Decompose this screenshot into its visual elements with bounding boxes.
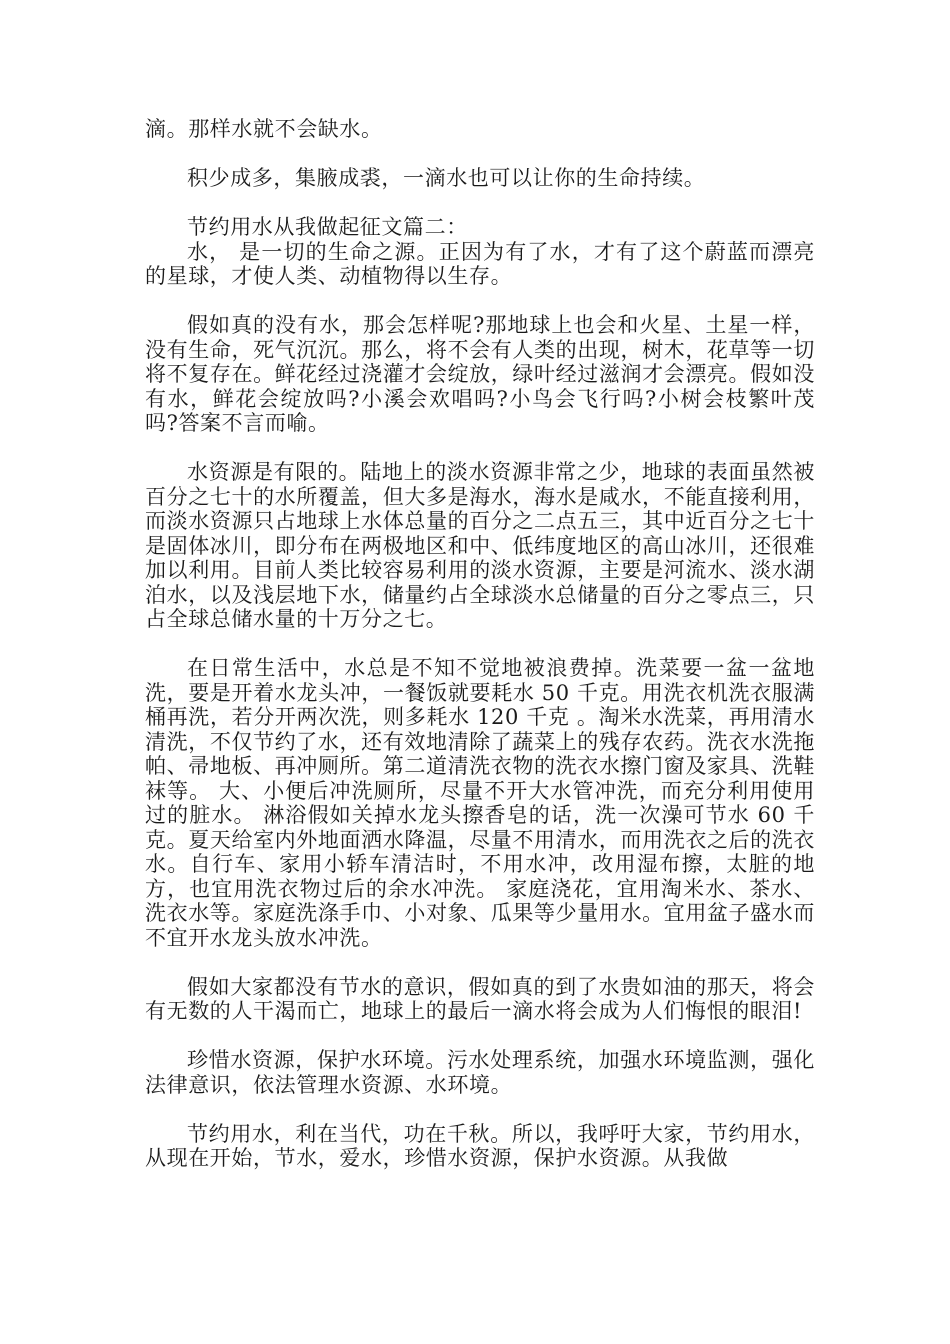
- paragraph: 假如大家都没有节水的意识，假如真的到了水贵如油的那天，将会有无数的人干渴而亡，地球上的最后一滴水将会成为人们悔恨的眼泪!: [145, 974, 815, 1023]
- paragraph: 假如真的没有水，那会怎样呢?那地球上也会和火星、土星一样，没有生命，死气沉沉。那么，将不会有人类的出现，树木，花草等一切将不复存在。鲜花经过浇灌才会绽放，绿叶经过滋润才会漂亮。假如没有水，鲜花会绽放吗?小溪会欢唱吗?小鸟会飞行吗?小树会枝繁叶茂吗?答案不言而喻。: [145, 313, 815, 435]
- paragraph: 节约用水，利在当代，功在千秋。所以，我呼吁大家，节约用水，从现在开始，节水，爱水，珍惜水资源，保护水资源。从我做: [145, 1121, 815, 1170]
- paragraph: 水资源是有限的。陆地上的淡水资源非常之少，地球的表面虽然被百分之七十的水所覆盖，但大多是海水，海水是咸水，不能直接利用，而淡水资源只占地球上水体总量的百分之二点五三，其中近百分之七十是固体冰川，即分布在两极地区和中、低纬度地区的高山冰川，还很难加以利用。目前人类比较容易利用的淡水资源，主要是河流水、淡水湖泊水，以及浅层地下水，储量约占全球淡水总储量的百分之零点三，只占全球总储水量的十万分之七。: [145, 460, 815, 631]
- paragraph: 积少成多，集腋成裘，一滴水也可以让你的生命持续。: [187, 166, 706, 190]
- paragraph: 水， 是一切的生命之源。正因为有了水，才有了这个蔚蓝而漂亮的星球，才使人类、动植物得以生存。: [145, 239, 815, 288]
- paragraph: 在日常生活中，水总是不知不觉地被浪费掉。洗菜要一盆一盆地洗，要是开着水龙头冲，一餐饭就要耗水 50 千克。用洗衣机洗衣服满桶再洗，若分开两次洗，则多耗水 120 千克 。淘米水洗菜，再用清水清洗，不仅节约了水，还有效地清除了蔬菜上的残存农药。洗衣水洗拖帕、帚地板、再冲厕所。第二道清洗衣物的洗衣水擦门窗及家具、洗鞋袜等。 大、小便后冲洗厕所，尽量不开大水管冲洗，而充分利用使用过的脏水。 淋浴假如关掉水龙头擦香皂的话，洗一次澡可节水 60 千克。夏天给室内外地面洒水降温，尽量不用清水，而用洗衣之后的洗衣水。自行车、家用小轿车清洁时，不用水冲，改用湿布擦，太脏的地方，也宜用洗衣物过后的余水冲洗。 家庭浇花，宜用淘米水、茶水、洗衣水等。家庭洗涤手巾、小对象、瓜果等少量用水。宜用盆子盛水而不宜开水龙头放水冲洗。: [145, 656, 815, 950]
- paragraph-continuation: 滴。那样水就不会缺水。: [145, 117, 383, 141]
- paragraph: 珍惜水资源，保护水环境。污水处理系统，加强水环境监测，强化法律意识，依法管理水资源、水环境。: [145, 1048, 815, 1097]
- section-heading: 节约用水从我做起征文篇二：: [187, 215, 468, 239]
- document-body: [145, 117, 815, 1195]
